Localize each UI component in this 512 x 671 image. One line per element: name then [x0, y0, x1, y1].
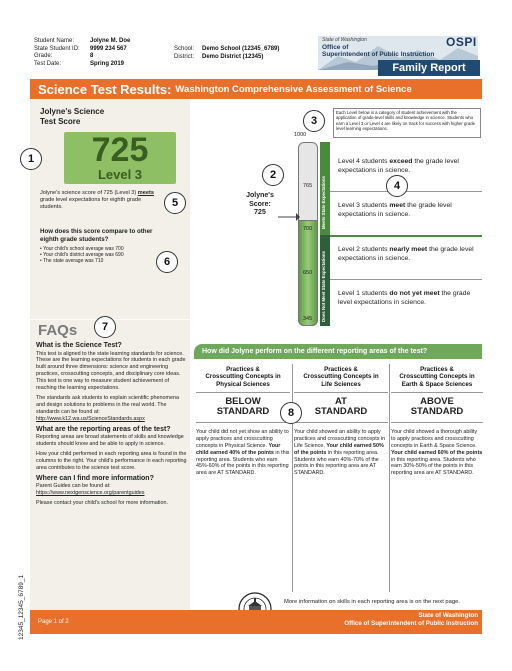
faq-a2: Reporting areas are broad statements of skills and knowledge students should know and be able to apply in science. — [36, 434, 184, 447]
compare-list — [40, 246, 150, 265]
district: Demo District (12345) — [202, 53, 264, 60]
level-4-text: Level 4 students exceed the grade level expectations in science. — [338, 158, 459, 174]
reporting-column-earth-space — [391, 366, 483, 477]
scale-cut3: 700 — [303, 226, 313, 232]
student-name-label: Student Name: — [34, 38, 75, 44]
score-heading — [40, 107, 104, 126]
scale-top-label: 1000 — [294, 132, 307, 138]
footer-state — [300, 612, 478, 628]
column-header-line: Crosscutting Concepts in — [303, 373, 379, 381]
marker-8: 8 — [280, 402, 302, 424]
level-1-text: Level 1 students do not yet meet the grade level expectations in science. — [338, 290, 471, 306]
level-divider — [330, 279, 482, 280]
compare-item: • Your child's school average was 700 — [40, 246, 124, 252]
column-rule — [196, 392, 290, 393]
scale-info: Each Level below is a category of student achievement with the application of grade-level skills and knowledge in science. Students who earn a Level 3 or Level 4 are likely on track for success with higher grade level learning expectations. — [333, 108, 481, 138]
meets-divider — [330, 235, 482, 237]
report-title: Family Report — [378, 60, 480, 76]
faq-content — [36, 342, 188, 507]
column-header-line: Practices & — [226, 366, 260, 373]
marker-6: 6 — [156, 251, 178, 273]
column-header-line: Practices & — [420, 366, 454, 373]
side-id: 12345_12345_6789_1 — [18, 574, 25, 640]
office-line2: Superintendent of Public Instruction — [322, 51, 435, 58]
score-heading-line1: Jolyne's Science — [40, 107, 105, 116]
column-rating: STANDARD — [410, 406, 464, 418]
school-label: School: — [174, 46, 195, 52]
marker-2: 2 — [262, 164, 284, 186]
marker-3: 3 — [303, 110, 325, 132]
faq-a1b: The standards ask students to explain scientific phenomena and design solutions to problems in the real world. The standards can be found at: — [36, 394, 179, 415]
faq-q1: What is the Science Test? — [36, 342, 122, 349]
compare-q1: How does this score compare to other — [40, 228, 153, 235]
district-label: District: — [174, 53, 194, 60]
column-divider — [292, 364, 293, 592]
column-rule — [391, 392, 483, 393]
student-score-label: Jolyne's Score: 725 — [246, 192, 274, 216]
faq-a2b: How your child performed in each reporting area is found in the columns to the right. Your child's performance in each reporting area contributes to the science test score. — [36, 450, 187, 471]
scale-cut4: 765 — [303, 183, 313, 189]
score-heading-line2: Test Score — [40, 116, 81, 126]
score-value: 725 — [91, 131, 149, 169]
marker-5: 5 — [164, 192, 186, 214]
grade-label: Grade: — [34, 53, 53, 59]
column-header-line: Practices & — [324, 366, 358, 373]
performance-question: How did Jolyne perform on the different reporting areas of the test? — [194, 344, 482, 359]
column-description: Your child did not yet show an ability to apply practices and crosscutting concepts in Physical Science. Your child earned 40% of the points in this reporting area. Students who earn 45%-60% of the points in this reporting area are AT STANDARD. — [196, 428, 290, 477]
office-line1: Office of — [322, 44, 349, 51]
faq-q3: Where can I find more information? — [36, 474, 154, 482]
page-number: Page 1 of 2 — [38, 619, 69, 625]
column-header-line: Earth & Space Sciences — [401, 380, 473, 388]
column-rating: AT — [335, 395, 347, 407]
marker-4: 4 — [386, 175, 408, 197]
score-box — [64, 132, 176, 184]
test-date: Spring 2019 — [90, 60, 125, 67]
column-rating: STANDARD — [314, 406, 368, 418]
more-info-text: More information on skills in each reporting area is on the next page. — [284, 599, 460, 605]
faq-a1: This test is aligned to the state learning standards for science. These are the learning expectations for students in each grade built around three dimensions: science and engineering practices, crosscutting concepts, and disciplinary core ideas. This test is one way to measure student achievement of reaching the learning expectations. — [36, 350, 186, 392]
marker-7: 7 — [94, 316, 116, 338]
school-info — [174, 46, 324, 61]
title-bar — [30, 79, 482, 99]
faq-q2: What are the reporting areas of the test? — [36, 425, 171, 433]
column-rule — [391, 422, 483, 423]
scale-bottom: 345 — [303, 316, 313, 322]
column-rating: STANDARD — [216, 406, 270, 418]
scale-cut2: 650 — [303, 270, 313, 276]
column-description: Your child showed a thorough ability to apply practices and crosscutting concepts in Earth & Space Science. Your child earned 60% of the points in this reporting area. Students who earn 30%-50% of the points in this reporting area are AT STANDARD. — [391, 428, 483, 477]
column-header-line: Crosscutting Concepts in — [399, 373, 475, 381]
state-line: State of Washington — [322, 37, 367, 43]
grade: 8 — [90, 53, 94, 59]
column-description: Your child showed an ability to apply practices and crosscutting concepts in Life Science. Your child earned 50% of the points in this reporting area. Students who earn 40%-70% of the points in this reporting area are AT STANDARD. — [294, 428, 386, 477]
standards-link[interactable]: http://www.k12.wa.us/ScienceStandards.aspx — [36, 415, 145, 422]
score-desc-pre: Jolyne's science score of 725 (Level 3) — [40, 190, 137, 196]
faq-a3b: Please contact your child's school for more information. — [36, 499, 168, 506]
parent-guides-link[interactable]: https://www.nextgenscience.org/parentguides — [36, 490, 145, 496]
score-desc-post: grade level expectations for eighth grade students. — [40, 197, 142, 210]
column-rule — [196, 422, 290, 423]
column-header-line: Physical Sciences — [216, 380, 270, 388]
column-header-line: Crosscutting Concepts in — [205, 373, 281, 381]
score-level: Level 3 — [97, 167, 143, 182]
score-pointer-arrow — [278, 212, 300, 222]
column-rating: ABOVE — [420, 395, 454, 407]
score-description — [40, 190, 162, 211]
ospi-logo: OSPI — [446, 35, 477, 49]
faq-a3: Parent Guides can be found at: — [36, 483, 111, 490]
reporting-column-physical — [196, 366, 290, 477]
marker-1: 1 — [20, 148, 42, 170]
state-id-label: State Student ID: — [34, 45, 80, 52]
column-rating: BELOW — [225, 395, 261, 407]
level-3-text: Level 3 students meet the grade level expectations in science. — [338, 202, 452, 218]
school: Demo School (12345_6789) — [202, 46, 280, 52]
reporting-column-life — [294, 366, 388, 477]
state-id: 9999 234 567 — [90, 45, 127, 52]
footer-state-line2: Office of Superintendent of Public Instruction — [344, 620, 478, 627]
test-date-label: Test Date: — [34, 60, 62, 67]
compare-q2: eighth grade students? — [40, 235, 109, 243]
footer-state-line1: State of Washington — [418, 612, 478, 619]
compare-item: • Your child's district average was 690 — [40, 252, 124, 259]
student-name: Jolyne M. Doe — [90, 38, 131, 44]
column-rule — [294, 392, 388, 393]
faq-title: FAQs — [38, 322, 78, 339]
compare-item: • The state average was 710 — [40, 258, 104, 265]
title-part1: Science Test Results: — [38, 81, 172, 97]
score-desc-meets: meets — [137, 190, 154, 196]
level-2-text: Level 2 students nearly meet the grade level expectations in science. — [338, 246, 474, 262]
compare-question — [40, 228, 152, 243]
column-divider — [389, 364, 390, 592]
column-rule — [294, 422, 388, 423]
column-header-line: Life Sciences — [321, 380, 361, 388]
title-part2: Washington Comprehensive Assessment of Science — [175, 83, 412, 95]
